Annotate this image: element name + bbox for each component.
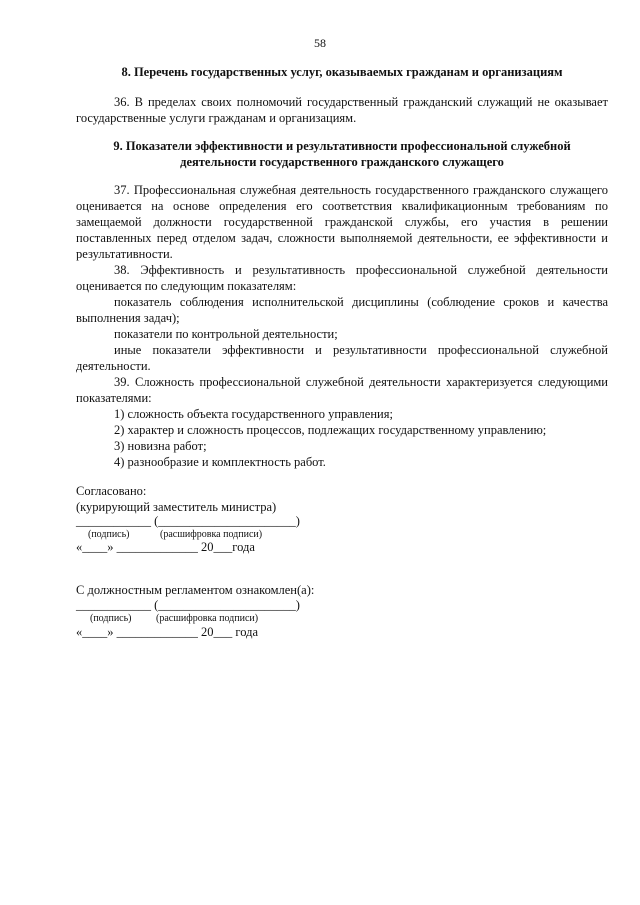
paragraph-37: 37. Профессиональная служебная деятельность государственного гражданского служащего оценивается на основе определения его соответствия квалификационным требованиям по замещаемой должности государственной гражданской службы, его участия в решении поставленных перед отделом задач, сложности выполняемой деятельности, ее эффективности и результативности. (76, 183, 608, 261)
approval-caption-signature: (подпись) (88, 529, 130, 540)
section-9-title-line2: деятельности государственного гражданского служащего (180, 155, 504, 169)
paragraph-36: 36. В пределах своих полномочий государственный гражданский служащий не оказывает государственные услуги гражданам и организациям. (76, 95, 608, 125)
section-9-title-line1: 9. Показатели эффективности и результативности профессиональной служебной (113, 139, 571, 153)
approval-caption-decode: (расшифровка подписи) (160, 529, 263, 540)
approval-role: (курирующий заместитель министра) (76, 500, 277, 514)
paragraph-39-item-2: 2) характер и сложность процессов, подлежащих государственному управлению; (114, 423, 547, 437)
acknowledgement-signature-line: ____________ (______________________) (76, 598, 300, 612)
paragraph-38-item-3: иные показатели эффективности и результативности профессиональной служебной деятельности. (76, 343, 608, 373)
acknowledgement-date-line: «____» _____________ 20___ года (76, 625, 258, 639)
section-9-title (76, 138, 608, 170)
approval-signature-line: ____________ (______________________) (76, 514, 300, 528)
paragraph-38: 38. Эффективность и результативность профессиональной служебной деятельности оценивается по следующим показателям: (76, 263, 608, 293)
acknowledgement-caption-signature: (подпись) (90, 613, 132, 624)
paragraph-38-item-1: показатель соблюдения исполнительской дисциплины (соблюдение сроков и качества выполнения задач); (76, 295, 608, 325)
section-8-title: 8. Перечень государственных услуг, оказываемых гражданам и организациям (121, 65, 563, 79)
acknowledgement-caption-decode: (расшифровка подписи) (156, 613, 259, 624)
approval-date-line: «____» _____________ 20___года (76, 540, 255, 554)
paragraph-38-item-2: показатели по контрольной деятельности; (114, 327, 338, 341)
acknowledgement-label: С должностным регламентом ознакомлен(а): (76, 583, 315, 597)
paragraph-39: 39. Сложность профессиональной служебной деятельности характеризуется следующими показателями: (76, 375, 608, 405)
paragraph-39-item-4: 4) разнообразие и комплектность работ. (114, 455, 326, 469)
page-number: 58 (314, 36, 326, 50)
approval-label: Согласовано: (76, 484, 147, 498)
paragraph-39-item-1: 1) сложность объекта государственного управления; (114, 407, 393, 421)
paragraph-39-item-3: 3) новизна работ; (114, 439, 207, 453)
